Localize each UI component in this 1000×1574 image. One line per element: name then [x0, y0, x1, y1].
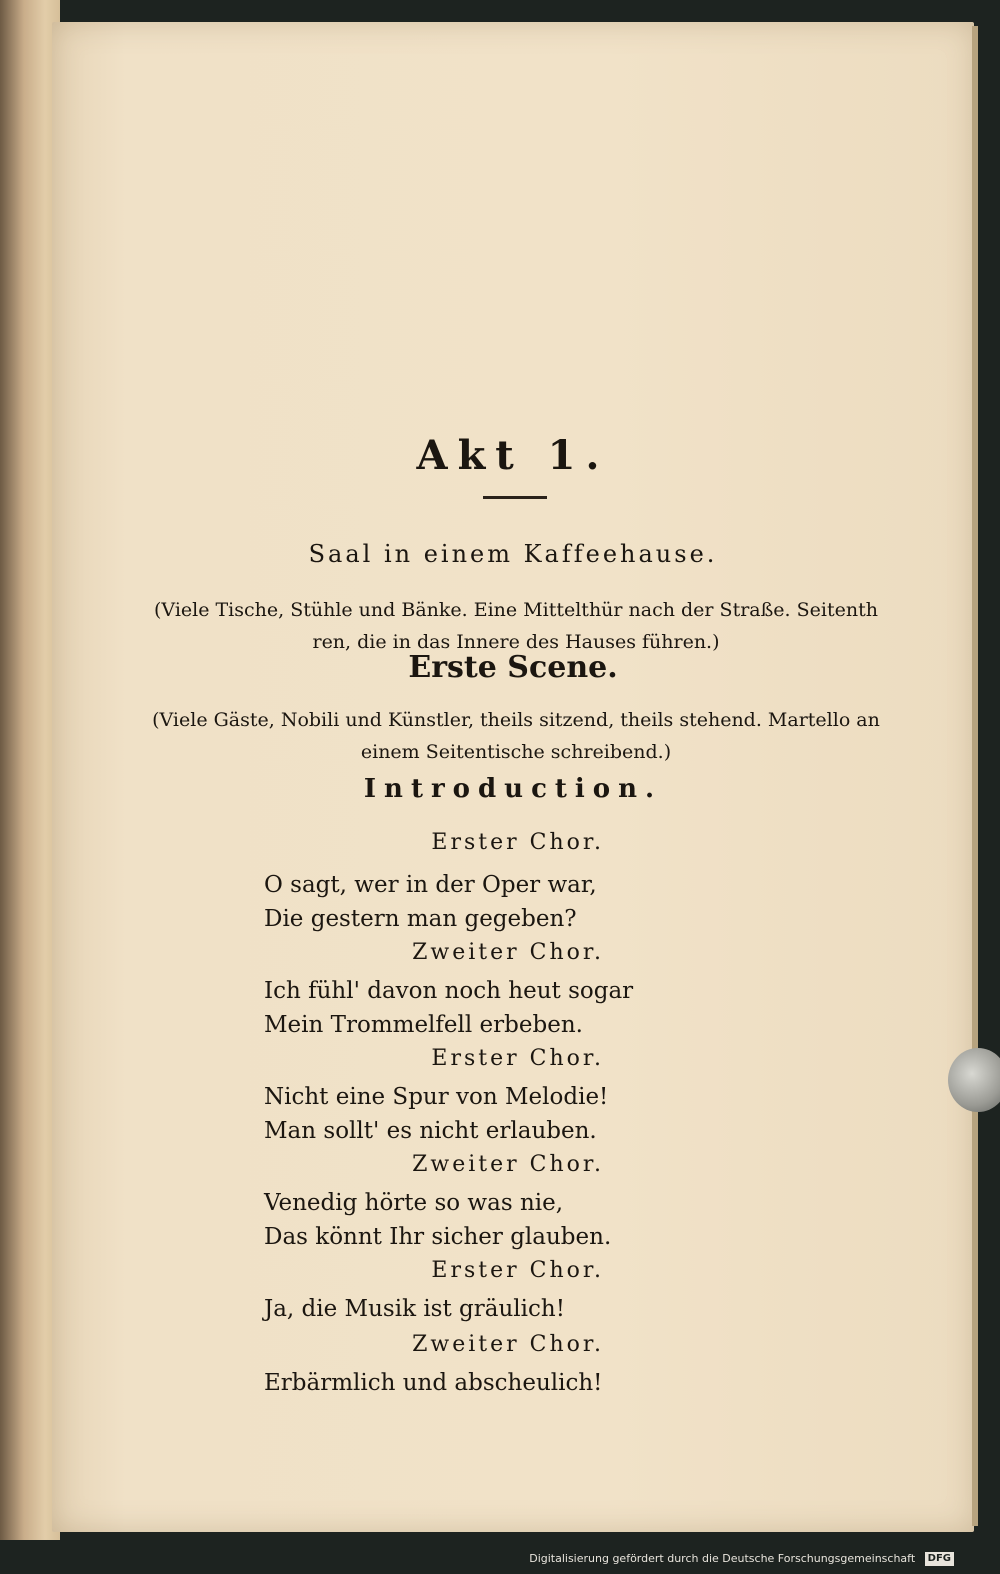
footer	[0, 1544, 1000, 1574]
verse-line: Venedig hörte so was nie,	[264, 1190, 564, 1216]
scene-direction: (Viele Gäste, Nobili und Künstler, theils sitzend, theils stehend. Martello an einem Seitentische schreibend.)	[152, 709, 880, 763]
speaker-label: Zweiter Chor.	[412, 940, 604, 965]
verse-line: Erbärmlich und abscheulich!	[264, 1370, 603, 1396]
act-title: Akt 1.	[416, 432, 610, 479]
verse-line: Mein Trommelfell erbeben.	[264, 1012, 583, 1038]
speaker-label: Zweiter Chor.	[412, 1152, 604, 1177]
verse-line: Das könnt Ihr sicher glauben.	[264, 1224, 612, 1250]
verse-line: Nicht eine Spur von Melodie!	[264, 1084, 609, 1110]
verse-line: Man sollt' es nicht erlauben.	[264, 1118, 597, 1144]
footer-credit: Digitalisierung gefördert durch die Deutsche Forschungsgemeinschaft	[529, 1552, 916, 1565]
verse-line: Ja, die Musik ist gräulich!	[264, 1296, 565, 1322]
scene-title: Erste Scene.	[408, 650, 618, 685]
scene-place: Saal in einem Kaffeehause.	[308, 540, 718, 568]
verse-line: Die gestern man gegeben?	[264, 906, 577, 932]
speaker-label: Erster Chor.	[431, 1046, 604, 1071]
speaker-label: Erster Chor.	[431, 830, 604, 855]
dfg-logo: DFG	[925, 1552, 954, 1566]
page-tab-clip	[948, 1048, 1000, 1112]
page-edge	[972, 26, 978, 1526]
speaker-label: Zweiter Chor.	[412, 1332, 604, 1357]
speaker-label: Erster Chor.	[431, 1258, 604, 1283]
section-title: Introduction.	[363, 774, 663, 804]
scene-place-direction: (Viele Tische, Stühle und Bänke. Eine Mittelthür nach der Straße. Seitenth ren, die in das Innere des Hauses führen.)	[154, 599, 878, 653]
book-spine	[0, 0, 60, 1540]
verse-line: Ich fühl' davon noch heut sogar	[264, 978, 634, 1004]
page-content	[52, 22, 974, 1532]
title-rule	[483, 496, 547, 499]
book-page	[52, 22, 974, 1532]
verse-line: O sagt, wer in der Oper war,	[264, 872, 597, 898]
